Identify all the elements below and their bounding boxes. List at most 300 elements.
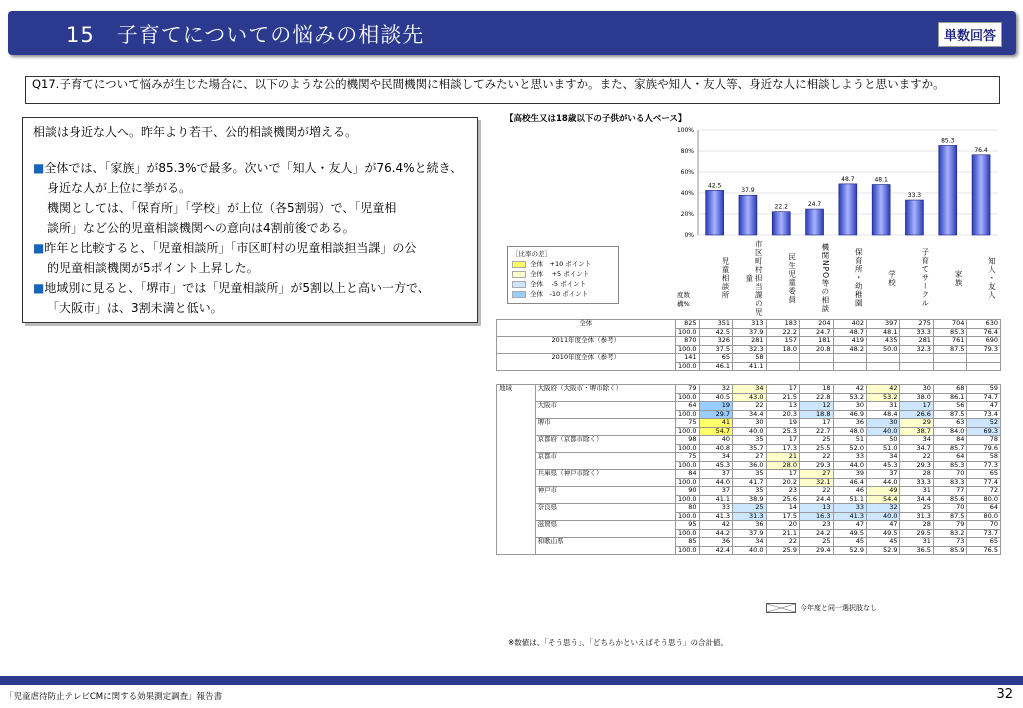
count-cell: 17 — [766, 436, 799, 445]
percent-cell: 73.7 — [967, 529, 1001, 538]
percent-cell: 41.1 — [699, 495, 732, 504]
percent-cell: 28.0 — [766, 461, 799, 470]
count-cell: 35 — [733, 470, 766, 479]
row-label: 滋賀県 — [535, 521, 675, 538]
count-cell: 63 — [933, 419, 966, 428]
count-cell: 58 — [733, 354, 766, 363]
count-cell: 45 — [833, 538, 866, 547]
percent-cell: 85.3 — [933, 461, 966, 470]
count-cell: 33 — [833, 453, 866, 462]
count-cell: 85 — [675, 538, 699, 547]
footnote: ※数値は、「そう思う」、「どちらかといえばそう思う」の合計値。 — [508, 638, 729, 647]
table-row — [497, 354, 1001, 363]
bar — [772, 212, 790, 235]
percent-cell: 42.5 — [699, 328, 732, 337]
count-cell: 28 — [900, 521, 933, 530]
percent-cell: 49.5 — [866, 529, 899, 538]
count-cell: 51 — [833, 436, 866, 445]
count-cell: 34 — [699, 453, 732, 462]
count-cell: 31 — [900, 487, 933, 496]
percent-cell: 25.5 — [800, 444, 833, 453]
bar-value-label: 22.2 — [774, 203, 788, 211]
percent-cell: 83.3 — [933, 478, 966, 487]
percent-cell: 85.9 — [933, 546, 966, 555]
percent-cell: 100.0 — [675, 478, 699, 487]
count-cell: 21 — [766, 453, 799, 462]
percent-cell: 53.2 — [866, 393, 899, 402]
percent-cell: 79.6 — [967, 444, 1001, 453]
count-cell: 281 — [900, 337, 933, 346]
count-cell: 12 — [800, 402, 833, 411]
count-cell: 14 — [766, 504, 799, 513]
chart-legend — [507, 246, 619, 304]
percent-cell: 77.3 — [967, 461, 1001, 470]
summary-text: 地域別に見ると、「堺市」では「児童相談所」が5割以上と高い一方で、 — [44, 281, 430, 295]
page-number: 32 — [996, 687, 1013, 702]
count-cell — [866, 354, 899, 363]
summary-text: 全体では、「家族」が85.3%で最多。次いで「知人・友人」が76.4%と続き、 — [44, 161, 463, 175]
chart-caption: 【高校生又は18歳以下の子供がいる人ベース】 — [505, 114, 687, 124]
summary-text: 昨年と比較すると、「児童相談所」「市区町村の児童相談担当課」の公 — [44, 241, 417, 255]
count-cell: 78 — [967, 436, 1001, 445]
row-label: 大阪府（大阪市・堺市除く） — [535, 385, 675, 402]
count-cell — [933, 354, 966, 363]
percent-cell: 44.0 — [866, 478, 899, 487]
row-label: 全体 — [497, 320, 676, 337]
percent-cell: 40.0 — [866, 512, 899, 521]
percent-cell: 48.0 — [833, 427, 866, 436]
percent-cell: 34.7 — [900, 444, 933, 453]
percent-cell: 34.4 — [733, 410, 766, 419]
summary-bullet-2 — [33, 238, 467, 258]
percent-cell: 87.5 — [933, 512, 966, 521]
count-cell: 36 — [733, 521, 766, 530]
bar-value-label: 85.3 — [941, 137, 955, 145]
percent-cell: 44.0 — [699, 478, 732, 487]
bar — [739, 195, 757, 235]
percent-cell: 25.6 — [766, 495, 799, 504]
summary-bullet-3 — [33, 278, 467, 298]
count-cell — [766, 354, 799, 363]
percent-cell: 46.9 — [833, 410, 866, 419]
count-cell: 275 — [900, 320, 933, 329]
count-cell: 75 — [675, 453, 699, 462]
count-percent-label — [677, 291, 690, 309]
percent-cell: 25.9 — [766, 546, 799, 555]
percent-cell: 85.6 — [933, 495, 966, 504]
count-cell: 47 — [866, 521, 899, 530]
bar-value-label: 42.5 — [707, 182, 722, 190]
column-label: 知人・友人 — [987, 256, 997, 300]
count-cell: 33 — [699, 504, 732, 513]
row-label: 2010年度全体（参考） — [497, 354, 676, 371]
legend-item — [512, 279, 614, 289]
count-cell: 690 — [967, 337, 1001, 346]
count-cell: 20 — [766, 521, 799, 530]
legend-swatch — [512, 261, 526, 268]
count-cell: 18 — [800, 385, 833, 394]
table-row — [497, 436, 1001, 445]
row-label: 奈良県 — [535, 504, 675, 521]
dosu-line: 度数 — [677, 291, 690, 299]
percent-cell: 85.7 — [933, 444, 966, 453]
count-cell: 72 — [967, 487, 1001, 496]
percent-cell: 32.3 — [900, 345, 933, 354]
percent-cell: 36.5 — [900, 546, 933, 555]
count-cell: 84 — [933, 436, 966, 445]
count-cell: 29 — [900, 419, 933, 428]
count-cell: 204 — [800, 320, 833, 329]
count-cell: 870 — [675, 337, 699, 346]
summary-box — [22, 117, 478, 323]
bar-value-label: 76.4 — [974, 146, 988, 154]
count-cell: 79 — [933, 521, 966, 530]
count-cell: 77 — [933, 487, 966, 496]
count-cell: 30 — [833, 402, 866, 411]
y-tick-label: 100% — [676, 127, 694, 134]
percent-cell: 100.0 — [675, 345, 699, 354]
summary-text-cont: 的児童相談機関が5ポイント上昇した。 — [47, 261, 259, 275]
percent-cell: 100.0 — [675, 410, 699, 419]
count-cell: 39 — [833, 470, 866, 479]
count-cell: 17 — [766, 470, 799, 479]
count-cell: 157 — [766, 337, 799, 346]
count-cell: 281 — [733, 337, 766, 346]
percent-cell: 25.3 — [766, 427, 799, 436]
percent-cell: 87.5 — [933, 410, 966, 419]
percent-cell: 100.0 — [675, 495, 699, 504]
hatch-label: 今年度と同一選択肢なし — [800, 604, 877, 612]
percent-cell: 31.3 — [733, 512, 766, 521]
percent-cell: 77.4 — [967, 478, 1001, 487]
bar — [939, 145, 957, 235]
y-tick-label: 60% — [680, 169, 694, 176]
percent-cell — [866, 362, 899, 371]
count-cell: 64 — [967, 504, 1001, 513]
percent-cell: 84.0 — [933, 427, 966, 436]
percent-cell — [933, 362, 966, 371]
count-cell: 825 — [675, 320, 699, 329]
percent-cell: 48.1 — [866, 328, 899, 337]
percent-cell — [967, 362, 1001, 371]
count-cell: 25 — [800, 436, 833, 445]
legend-title: ［比率の差］ — [512, 250, 551, 258]
footer-bar — [0, 676, 1023, 685]
percent-cell: 43.0 — [733, 393, 766, 402]
bullet-icon: ■ — [33, 241, 45, 255]
count-cell: 79 — [675, 385, 699, 394]
percent-cell: 40.0 — [733, 546, 766, 555]
percent-cell: 41.3 — [699, 512, 732, 521]
count-cell: 65 — [699, 354, 732, 363]
legend-item — [512, 259, 614, 269]
question-text: Q17.子育てについて悩みが生じた場合に、以下のような公的機関や民間機関に相談してみたいと思いますか。また、家族や知人・友人等、身近な人に相談しようと思いますか。 — [25, 76, 1000, 104]
percent-cell: 41.7 — [733, 478, 766, 487]
percent-cell: 17.5 — [766, 512, 799, 521]
percent-cell: 36.0 — [733, 461, 766, 470]
bar-value-label: 37.9 — [741, 187, 755, 195]
percent-cell: 100.0 — [675, 461, 699, 470]
table-row — [497, 521, 1001, 530]
count-cell: 13 — [800, 504, 833, 513]
column-label: 家族 — [954, 269, 964, 287]
percent-cell: 48.7 — [833, 328, 866, 337]
count-cell: 17 — [800, 419, 833, 428]
count-cell — [800, 354, 833, 363]
percent-cell: 40.5 — [699, 393, 732, 402]
percent-cell: 17.3 — [766, 444, 799, 453]
legend-label: 全体 -5 ポイント — [530, 280, 587, 288]
percent-cell: 29.5 — [900, 529, 933, 538]
hatch-swatch — [766, 603, 796, 613]
percent-cell: 41.1 — [733, 362, 766, 371]
percent-cell: 41.3 — [833, 512, 866, 521]
column-label: 子育てサークル — [920, 248, 930, 308]
count-cell: 65 — [967, 470, 1001, 479]
count-cell: 42 — [866, 385, 899, 394]
percent-cell: 50.0 — [866, 345, 899, 354]
count-cell: 22 — [800, 453, 833, 462]
legend-swatch — [512, 291, 526, 298]
count-cell: 56 — [933, 402, 966, 411]
y-tick-label: 40% — [680, 190, 694, 197]
percent-cell: 46.4 — [833, 478, 866, 487]
count-cell: 34 — [900, 436, 933, 445]
count-cell: 37 — [866, 470, 899, 479]
percent-cell: 18.0 — [766, 345, 799, 354]
count-cell: 41 — [699, 419, 732, 428]
count-cell: 25 — [800, 538, 833, 547]
column-labels — [700, 238, 1000, 318]
bar-value-label: 24.7 — [807, 201, 822, 209]
count-cell: 397 — [866, 320, 899, 329]
percent-cell: 51.1 — [833, 495, 866, 504]
percent-cell: 100.0 — [675, 328, 699, 337]
count-cell: 90 — [675, 487, 699, 496]
percent-cell: 20.8 — [800, 345, 833, 354]
count-cell: 47 — [967, 402, 1001, 411]
count-cell: 95 — [675, 521, 699, 530]
count-cell: 32 — [866, 504, 899, 513]
percent-cell: 44.2 — [699, 529, 732, 538]
percent-cell: 38.7 — [900, 427, 933, 436]
row-label: 神戸市 — [535, 487, 675, 504]
y-tick-label: 0% — [684, 232, 694, 239]
count-cell: 630 — [967, 320, 1001, 329]
table-row — [497, 419, 1001, 428]
bullet-icon: ■ — [33, 281, 45, 295]
row-label: 2011年度全体（参考） — [497, 337, 676, 354]
percent-cell: 35.7 — [733, 444, 766, 453]
count-cell: 19 — [766, 419, 799, 428]
bullet-icon: ■ — [33, 161, 45, 175]
page-title: 15 子育てについての悩みの相談先 — [66, 23, 425, 47]
summary-lead: 相談は身近な人へ。昨年より若干、公的相談機関が増える。 — [33, 125, 358, 139]
column-label: 学校 — [887, 269, 897, 287]
count-cell: 59 — [967, 385, 1001, 394]
count-cell: 33 — [833, 504, 866, 513]
percent-cell: 26.6 — [900, 410, 933, 419]
count-cell: 80 — [675, 504, 699, 513]
percent-cell: 29.3 — [800, 461, 833, 470]
table-row — [497, 320, 1001, 329]
count-cell: 28 — [900, 470, 933, 479]
bar — [839, 184, 857, 235]
count-cell: 37 — [699, 470, 732, 479]
count-cell: 23 — [800, 521, 833, 530]
row-label: 兵庫県（神戸市除く） — [535, 470, 675, 487]
count-cell: 313 — [733, 320, 766, 329]
count-cell: 40 — [699, 436, 732, 445]
count-cell: 35 — [733, 436, 766, 445]
percent-cell: 100.0 — [675, 427, 699, 436]
row-label: 大阪市 — [535, 402, 675, 419]
count-cell: 98 — [675, 436, 699, 445]
row-label: 京都府（京都市除く） — [535, 436, 675, 453]
count-cell: 31 — [866, 402, 899, 411]
legend-item — [512, 289, 614, 299]
percent-cell: 29.4 — [800, 546, 833, 555]
percent-cell: 87.5 — [933, 345, 966, 354]
count-cell: 70 — [933, 504, 966, 513]
column-label: 保育所・幼稚園 — [854, 248, 864, 308]
percent-cell: 22.2 — [766, 328, 799, 337]
total-table — [496, 319, 1001, 371]
percent-cell: 45.3 — [866, 461, 899, 470]
region-table — [496, 384, 1001, 555]
percent-cell — [900, 362, 933, 371]
percent-cell: 22.8 — [800, 393, 833, 402]
count-cell: 73 — [933, 538, 966, 547]
summary-para-2b: 談所」など公的児童相談機関への意向は4割前後である。 — [47, 221, 355, 235]
percent-cell: 54.7 — [699, 427, 732, 436]
count-cell: 181 — [800, 337, 833, 346]
count-cell: 65 — [967, 538, 1001, 547]
count-cell: 34 — [733, 385, 766, 394]
count-cell: 704 — [933, 320, 966, 329]
percent-cell: 80.0 — [967, 495, 1001, 504]
count-cell: 326 — [699, 337, 732, 346]
count-cell: 75 — [675, 419, 699, 428]
percent-cell: 21.1 — [766, 529, 799, 538]
row-label: 京都市 — [535, 453, 675, 470]
percent-cell: 85.3 — [933, 328, 966, 337]
count-cell: 34 — [866, 453, 899, 462]
summary-para-2a: 機関としては、「保育所」「学校」が上位（各5割弱）で、「児童相 — [47, 201, 397, 215]
count-cell: 45 — [866, 538, 899, 547]
percent-cell: 24.2 — [800, 529, 833, 538]
column-label: 民生児童委員 — [787, 252, 797, 304]
percent-cell: 40.0 — [733, 427, 766, 436]
summary-text-cont: 「大阪市」は、3割未満と低い。 — [47, 301, 223, 315]
bar — [905, 200, 923, 235]
percent-cell: 24.7 — [800, 328, 833, 337]
percent-cell: 69.3 — [967, 427, 1001, 436]
row-label: 和歌山県 — [535, 538, 675, 555]
percent-cell: 79.3 — [967, 345, 1001, 354]
percent-cell — [833, 362, 866, 371]
percent-cell: 100.0 — [675, 362, 699, 371]
table-row — [497, 402, 1001, 411]
count-cell: 58 — [967, 453, 1001, 462]
percent-cell: 83.2 — [933, 529, 966, 538]
summary-text-cont: 身近な人が上位に挙がる。 — [47, 181, 192, 195]
footer-text: 「児童虐待防止テレビCMに関する効果測定調査」報告書 — [5, 692, 223, 702]
count-cell: 22 — [733, 402, 766, 411]
count-cell: 37 — [699, 487, 732, 496]
table-row — [497, 487, 1001, 496]
count-cell: 31 — [900, 538, 933, 547]
count-cell: 25 — [733, 504, 766, 513]
legend-label: 全体 -10 ポイント — [530, 290, 589, 298]
count-cell: 22 — [900, 453, 933, 462]
percent-cell — [800, 362, 833, 371]
percent-cell: 40.0 — [866, 427, 899, 436]
count-cell: 36 — [699, 538, 732, 547]
count-cell: 435 — [866, 337, 899, 346]
count-cell: 27 — [800, 470, 833, 479]
bar — [972, 155, 990, 235]
count-cell: 22 — [766, 538, 799, 547]
percent-cell: 37.5 — [699, 345, 732, 354]
percent-cell: 86.1 — [933, 393, 966, 402]
bar — [872, 184, 890, 235]
percent-cell: 52.0 — [833, 444, 866, 453]
count-cell: 183 — [766, 320, 799, 329]
percent-cell: 54.4 — [866, 495, 899, 504]
percent-cell: 37.9 — [733, 529, 766, 538]
count-cell: 35 — [733, 487, 766, 496]
y-tick-label: 20% — [680, 211, 694, 218]
percent-cell: 100.0 — [675, 512, 699, 521]
percent-cell: 37.9 — [733, 328, 766, 337]
legend-label: 全体 +10 ポイント — [530, 260, 592, 268]
bar-value-label: 48.1 — [874, 176, 888, 184]
percent-cell: 42.4 — [699, 546, 732, 555]
percent-cell: 100.0 — [675, 393, 699, 402]
count-cell: 761 — [933, 337, 966, 346]
y-tick-label: 80% — [680, 148, 694, 155]
table-row — [497, 385, 1001, 394]
percent-cell: 22.7 — [800, 427, 833, 436]
percent-cell: 20.2 — [766, 478, 799, 487]
count-cell: 25 — [900, 504, 933, 513]
count-cell: 17 — [766, 385, 799, 394]
percent-cell: 45.3 — [699, 461, 732, 470]
count-cell: 47 — [833, 521, 866, 530]
percent-cell: 48.4 — [866, 410, 899, 419]
percent-cell: 49.5 — [833, 529, 866, 538]
count-cell: 19 — [699, 402, 732, 411]
percent-cell: 16.3 — [800, 512, 833, 521]
percent-cell: 31.3 — [900, 512, 933, 521]
count-cell: 402 — [833, 320, 866, 329]
percent-cell: 52.9 — [866, 546, 899, 555]
percent-cell: 52.9 — [833, 546, 866, 555]
count-cell: 30 — [900, 385, 933, 394]
answer-type-badge: 単数回答 — [938, 22, 1002, 47]
legend-swatch — [512, 281, 526, 288]
table-row — [497, 337, 1001, 346]
count-cell: 30 — [733, 419, 766, 428]
count-cell: 141 — [675, 354, 699, 363]
percent-cell: 76.4 — [967, 328, 1001, 337]
percent-cell: 38.9 — [733, 495, 766, 504]
percent-cell: 38.0 — [900, 393, 933, 402]
column-label: 機関NPO等の相談 — [820, 242, 830, 314]
count-cell: 64 — [933, 453, 966, 462]
count-cell: 13 — [766, 402, 799, 411]
